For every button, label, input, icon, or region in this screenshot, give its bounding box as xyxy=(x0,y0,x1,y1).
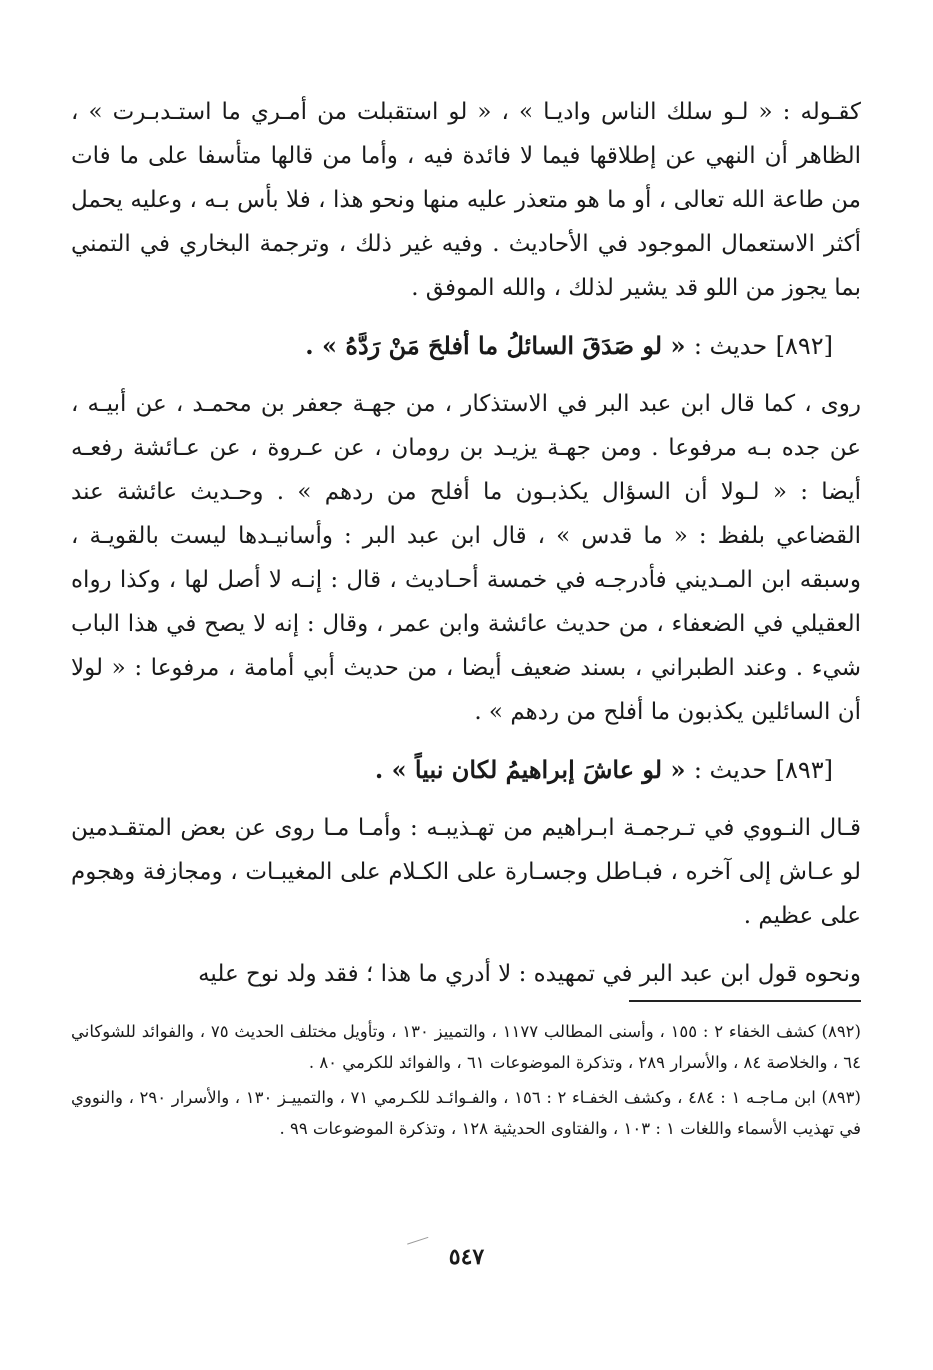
footnote-892: (٨٩٢) كشف الخفاء ٢ : ١٥٥ ، وأسنى المطالب ١١٧٧ ، والتمييز ١٣٠ ، وتأويل مختلف الحديث ٧٥ ، والفوائد للشوكاني ٦٤ ، والخلاصة ٨٤ ، والأسرار ٢٨٩ ، وتذكرة الموضوعات ٦١ ، والفوائد للكرمي ٨٠ . xyxy=(71,1022,861,1072)
hadith-heading-892 xyxy=(71,324,861,368)
hadith-heading-893 xyxy=(71,748,861,792)
hadith-label: حديث : xyxy=(693,332,768,360)
paragraph-892: روى ، كما قال ابن عبد البر في الاستذكار ، من جهـة جعفر بن محمـد ، عن أبيـه ، عن جده بـه مرفوعا . ومن جهـة يزيـد بن رومان ، عن عـروة ، عن عـائشة رفعـه أيضا : « لـولا أن السؤال يكذبـون ما أفلح من ردهم » . وحـديث عائشة عند القضاعي بلفظ : « ما قدس » ، قال ابن عبد البر : وأسانيـدها ليست بالقويـة ، وسبقه ابن المـديني فأدرجـه في خمسة أحـاديث ، قال : إنـه لا أصل لها ، وكذا رواه العقيلي في الضعفاء ، من حديث عائشة وابن عمر ، وقال : إنه لا يصح في هذا الباب شيء . وعند الطبراني ، بسند ضعيف أيضا ، من حديث أبي أمامة ، مرفوعا : « لولا أن السائلين يكذبون ما أفلح من ردهم » . xyxy=(71,391,861,725)
page-number: ٥٤٧ xyxy=(448,1244,485,1270)
hadith-number: [٨٩٣] xyxy=(775,756,833,784)
paragraph-intro: كقـوله : « لـو سلك الناس واديـا » ، « لو استقبلت من أمـري ما استـدبـرت » ، الظاهر أن النهي عن إطلاقها فيما لا فائدة فيه ، وأما من قالها متأسفا على ما فات من طاعة الله تعالى ، أو ما هو متعذر عليه منها ونحو هذا ، فلا بأس بـه ، وعليه يحمل أكثر الاستعمال الموجود في الأحاديث . وفيه غير ذلك ، وترجمة البخاري في التمني بما يجوز من اللو قد يشير لذلك ، والله الموفق . xyxy=(71,99,861,301)
hadith-text: « لو صَدَقَ السائلُ ما أفلحَ مَنْ رَدَّهُ » . xyxy=(305,331,686,360)
hadith-text: « لو عاشَ إبراهيمُ لكان نبياً » . xyxy=(374,755,686,784)
footnote-893: (٨٩٣) ابن مـاجـه ١ : ٤٨٤ ، وكشف الخفـاء ٢ : ١٥٦ ، والفـوائـد للكـرمي ٧١ ، والتمييـز ١٣٠ ، والأسرار ٢٩٠ ، والنووي في تهذيب الأسماء واللغات ١ : ١٠٣ ، والفتاوى الحديثية ١٢٨ ، وتذكرة الموضوعات ٩٩ . xyxy=(71,1088,861,1138)
footnote-separator xyxy=(629,1000,861,1002)
hadith-number: [٨٩٢] xyxy=(775,332,833,360)
paragraph-893-nawawi: قـال النـووي في تـرجمـة ابـراهيم من تهـذيبـه : وأمـا مـا روى عن بعض المتقـدمين لو عـاش إلى آخره ، فبـاطل وجسـارة على الكـلام على المغيبـات ، ومجازفة وهجوم على عظيم . xyxy=(71,815,861,929)
paragraph-893-ibn-abd-al-barr: ونحوه قول ابن عبد البر في تمهيده : لا أدري ما هذا ؛ فقد ولد نوح عليه xyxy=(198,961,861,987)
hadith-label: حديث : xyxy=(693,756,768,784)
footnotes xyxy=(71,1016,861,1148)
main-text xyxy=(71,90,861,1002)
